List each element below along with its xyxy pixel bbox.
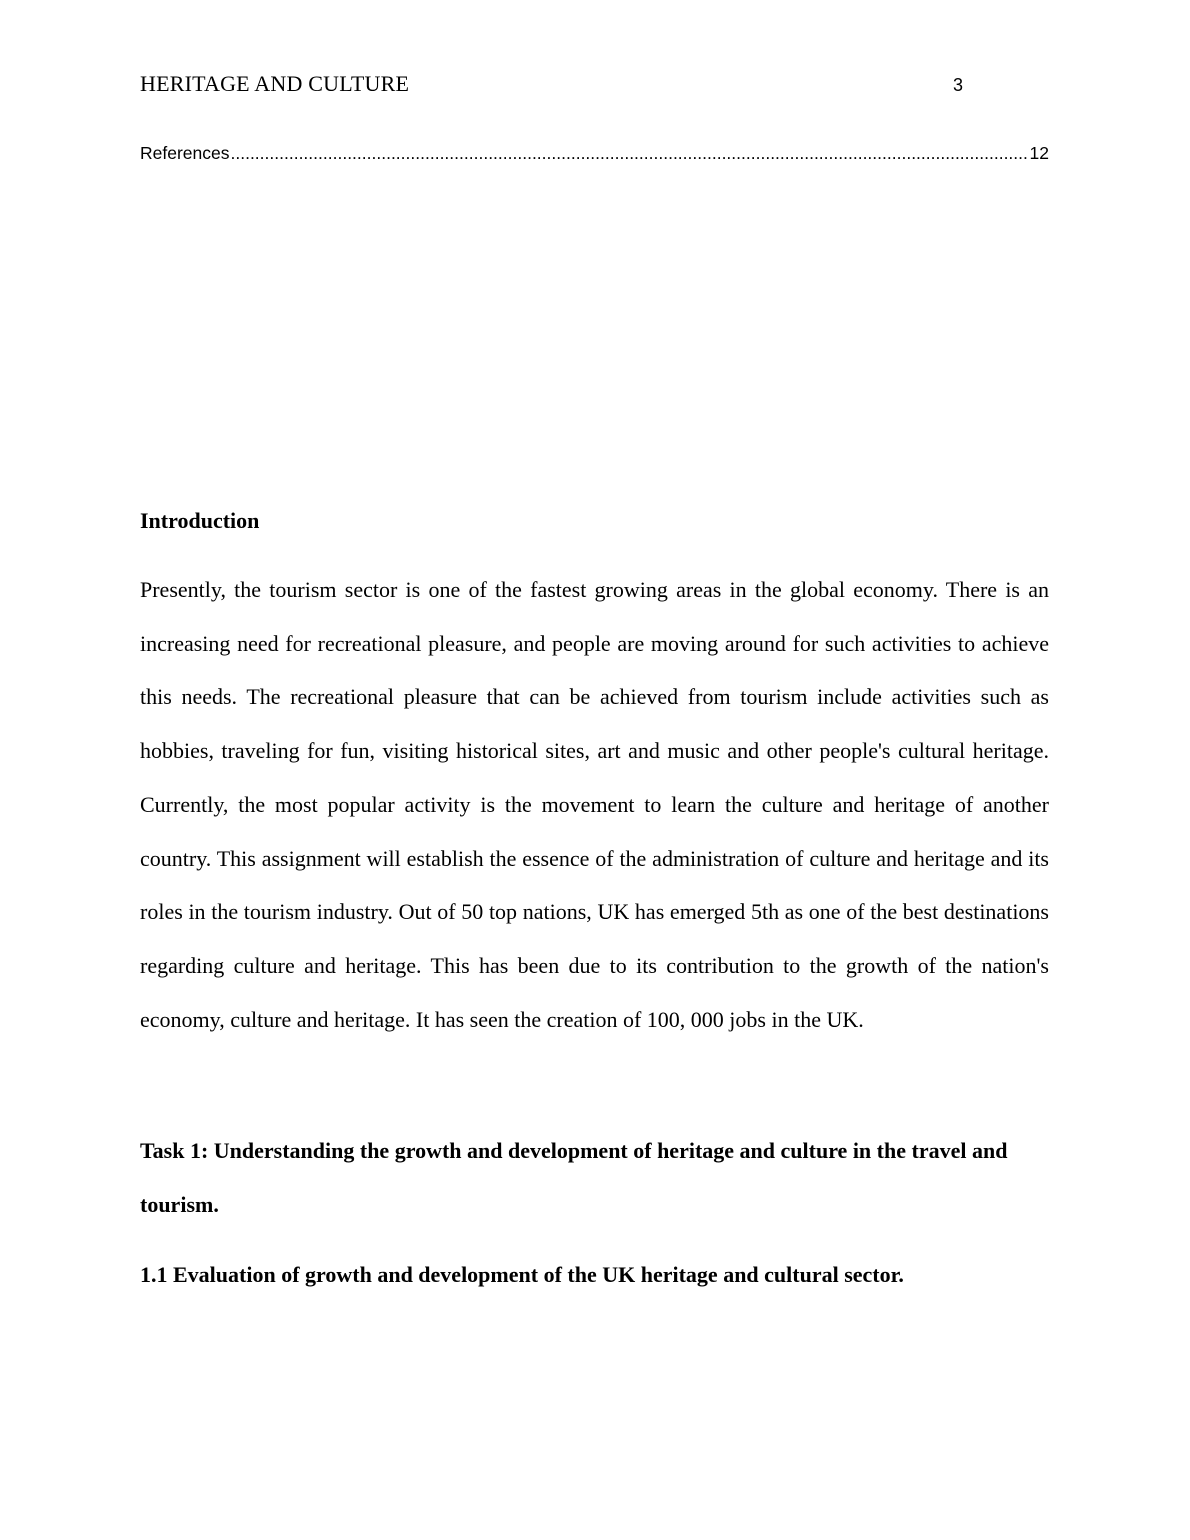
toc-entry-references[interactable] [140, 141, 1049, 165]
toc-dot-leader [231, 141, 1029, 165]
task1-heading: Task 1: Understanding the growth and development of heritage and culture in the travel and tourism. [140, 1138, 1008, 1217]
toc-entry-page: 12 [1029, 143, 1049, 163]
section-1-1-heading: 1.1 Evaluation of growth and development of the UK heritage and cultural sector. [140, 1262, 904, 1287]
toc-entry-label: References [140, 143, 230, 163]
introduction-paragraph: Presently, the tourism sector is one of the fastest growing areas in the global economy. There is an increasing need for recreational pleasure, and people are moving around for such activities to achieve this needs. The recreational pleasure that can be achieved from tourism include activities such as hobbies, traveling for fun, visiting historical sites, art and music and other people's cultural heritage. Currently, the most popular activity is the movement to learn the culture and heritage of another country. This assignment will establish the essence of the administration of culture and heritage and its roles in the tourism industry. Out of 50 top nations, UK has emerged 5th as one of the best destinations regarding culture and heritage. This has been due to its contribution to the growth of the nation's economy, culture and heritage. It has seen the creation of 100, 000 jobs in the UK. [140, 577, 1049, 1032]
page-number: 3 [953, 75, 964, 95]
introduction-heading: Introduction [140, 508, 260, 533]
running-head: HERITAGE AND CULTURE [140, 71, 410, 96]
